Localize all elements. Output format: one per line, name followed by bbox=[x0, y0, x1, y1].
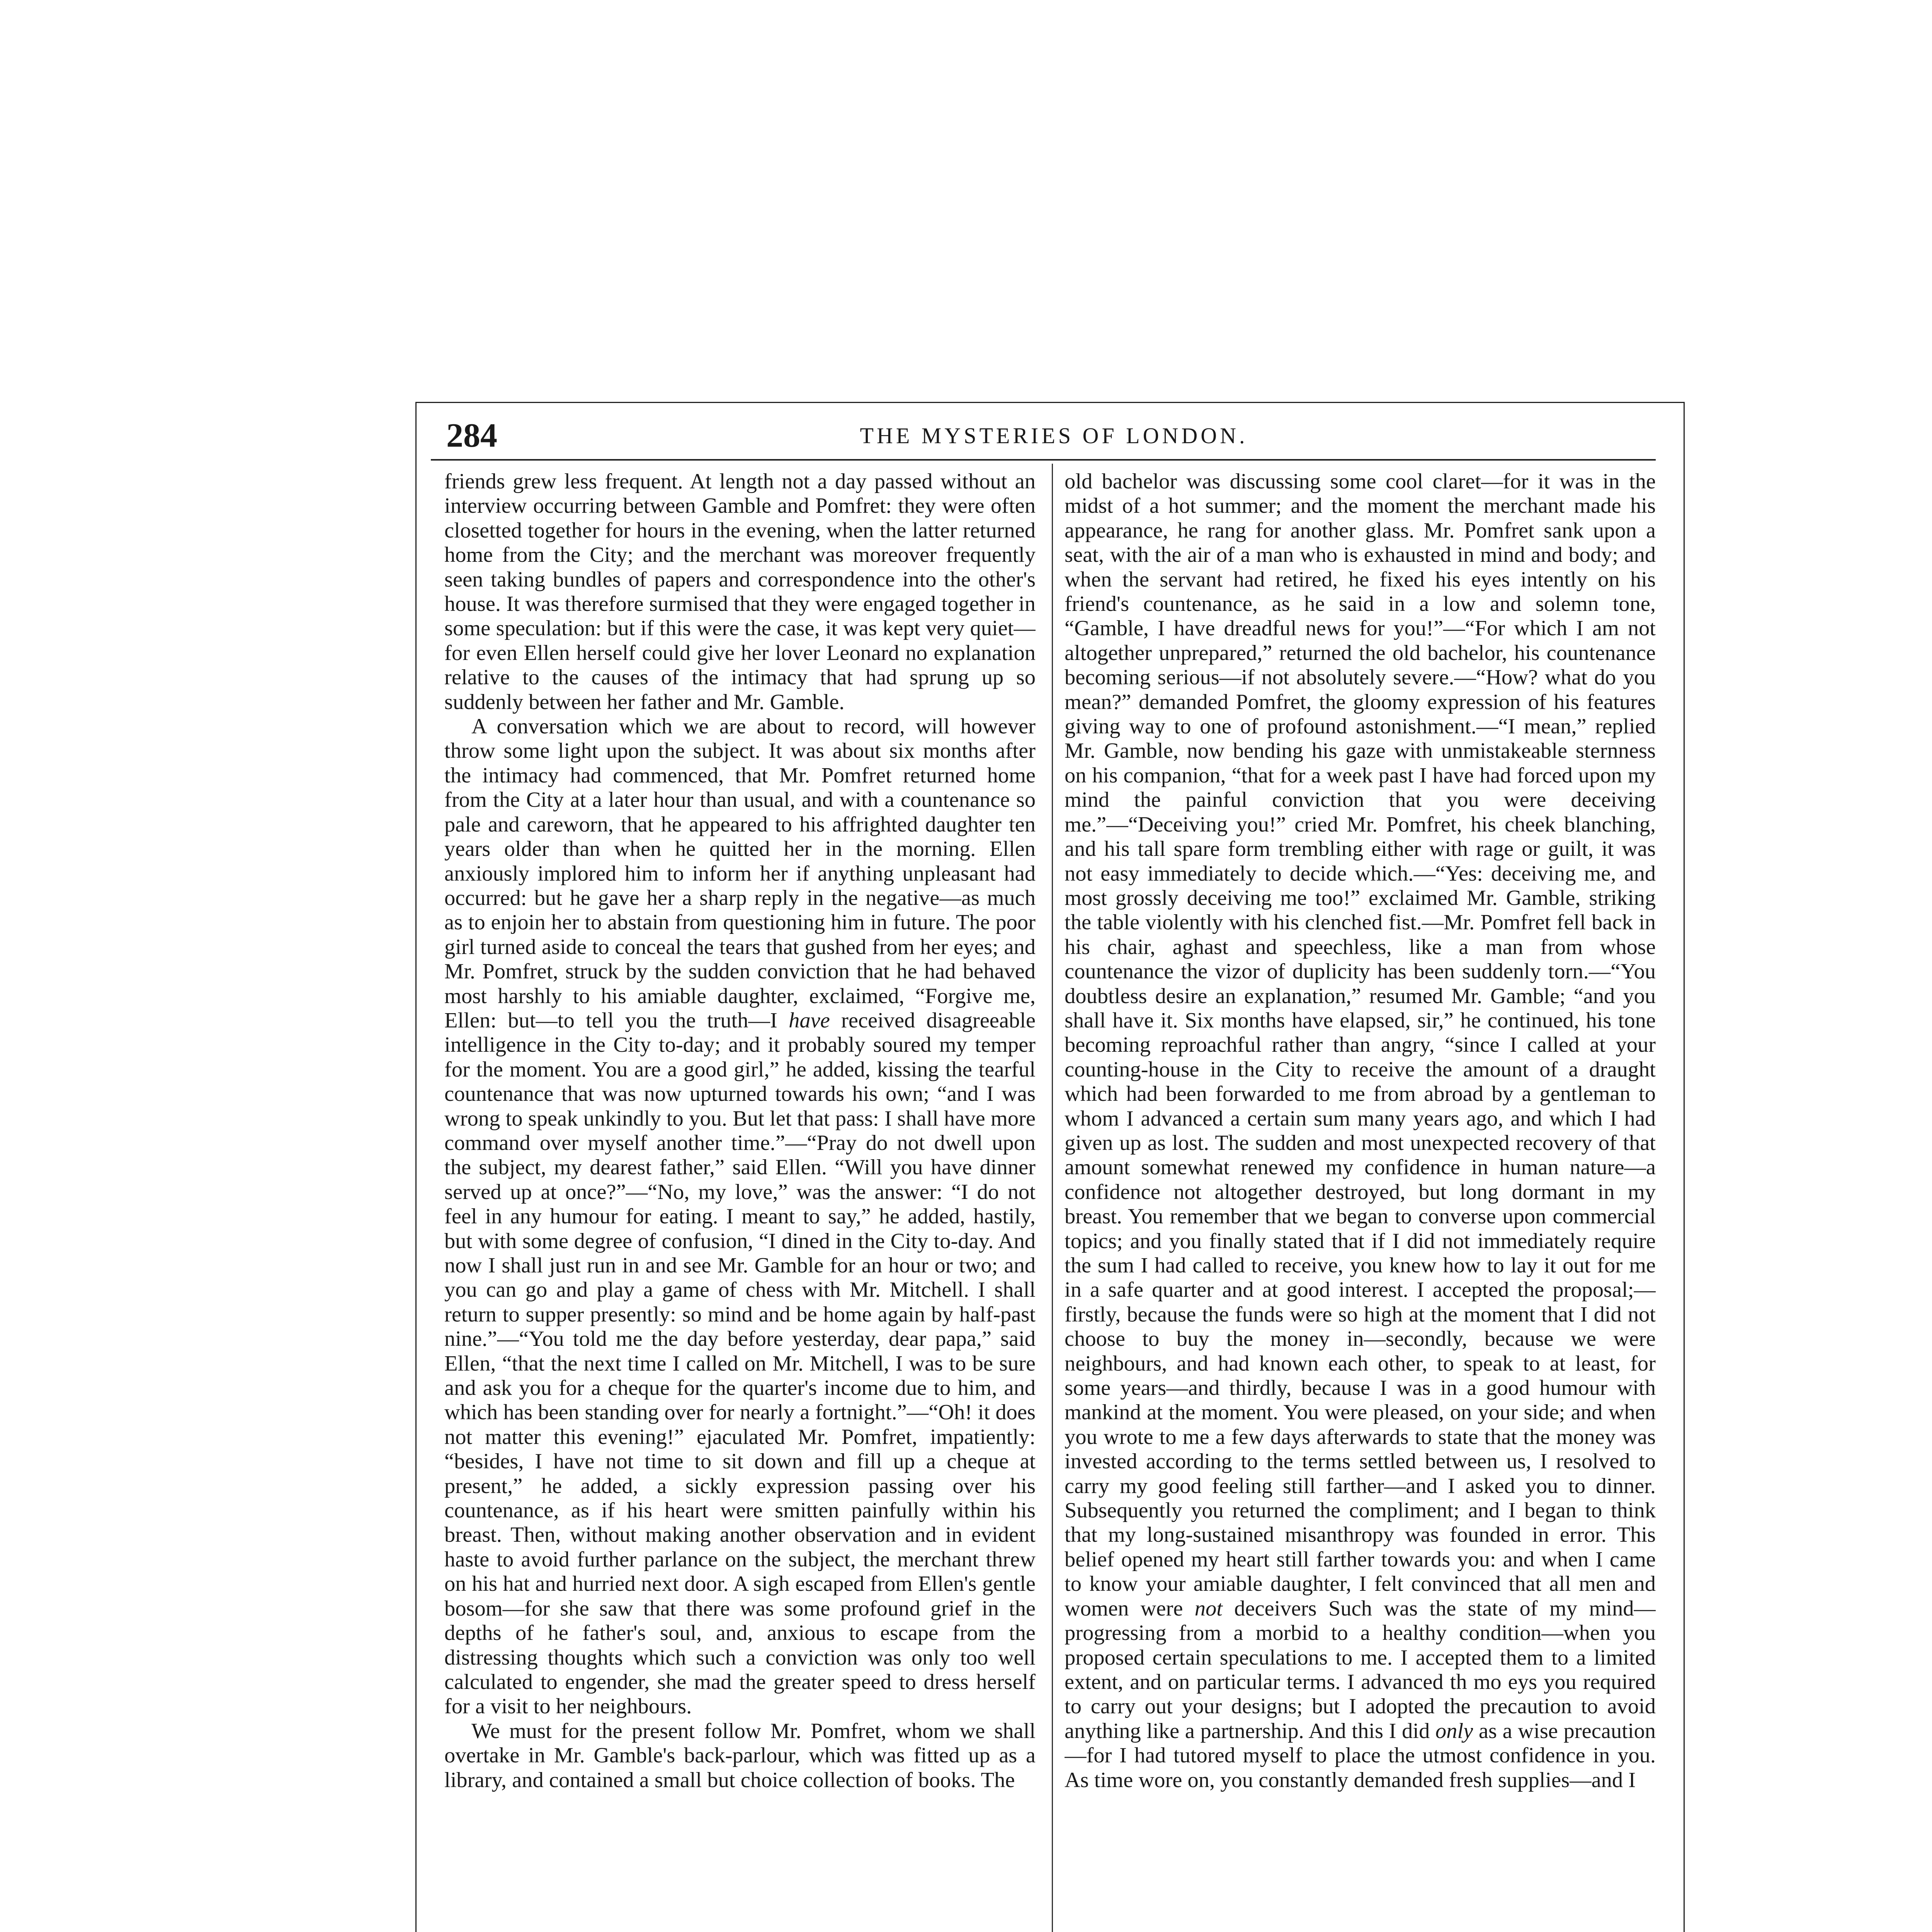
paragraph bbox=[1065, 469, 1656, 1793]
running-title: THE MYSTERIES OF LONDON. bbox=[860, 423, 1248, 448]
paragraph-text: received disagreeable intelligence in the City to-day; and it probably soured my temper for the moment. You are a good girl,” he added, kissing the tearful countenance that was now upturned towards his own; “and I was wrong to speak unkindly to you. But let that pass: I shall have more command over myself another time.”—“Pray do not dwell upon the subject, my dearest father,” said Ellen. “Will you have dinner served up at once?”—“No, my love,” was the answer: “I do not feel in any humour for eating. I meant to say,” he added, hastily, but with some degree of confusion, “I dined in the City to-day. And now I shall just run in and see Mr. Gamble for an hour or two; and you can go and play a game of chess with Mr. Mitchell. I shall return to supper presently: so mind and be home again by half-past nine.”—“You told me the day before yesterday, dear papa,” said Ellen, “that the next time I called on Mr. Mitchell, I was to be sure and ask you for a cheque for the quarter's income due to him, and which has been standing over for nearly a fortnight.”—“Oh! it does not matter this evening!” ejaculated Mr. Pomfret, impatiently: “besides, I have not time to sit down and fill up a cheque at present,” he added, a sickly expression passing over his countenance, as if his heart were smitten painfully within his breast. Then, without making another observation and in evident haste to avoid further parlance on the subject, the merchant threw on his hat and hurried next door. A sigh escaped from Ellen's gentle bosom—for she saw that there was some profound grief in the depths of he father's soul, and, anxious to escape from the distressing thoughts which such a conviction was only too well calculated to engender, she mad the greater speed to dress herself for a visit to her neighbours. bbox=[444, 1008, 1036, 1719]
column-divider bbox=[1052, 464, 1053, 1932]
paragraph-text: old bachelor was discussing some cool claret—for it was in the midst of a hot summer; and the moment the merchant made his appearance, he rang for another glass. Mr. Pomfret sank upon a seat, with the air of a man who is exhausted in mind and body; and when the servant had retired, he fixed his eyes intently on his friend's countenance, as he said in a low and solemn tone, “Gamble, I have dreadful news for you!”—“For which I am not altogether unprepared,” returned the old bachelor, his countenance becoming serious—if not absolutely severe.—“How? what do you mean?” demanded Pomfret, the gloomy expression of his features giving way to one of profound astonishment.—“I mean,” replied Mr. Gamble, now bending his gaze with unmistakeable sternness on his companion, “that for a week past I have had forced upon my mind the painful conviction that you were deceiving me.”—“Deceiving you!” cried Mr. Pomfret, his cheek blanching, and his tall spare form trembling either with rage or guilt, it was not easy immediately to decide which.—“Yes: deceiving me, and most grossly deceiving me too!” exclaimed Mr. Gamble, striking the table violently with his clenched fist.—Mr. Pomfret fell back in his chair, aghast and speechless, like a man from whose countenance the vizor of duplicity has been suddenly torn.—“You doubtless desire an explanation,” resumed Mr. Gamble; “and you shall have it. Six months have elapsed, sir,” he continued, his tone becoming reproachful rather than angry, “since I called at your counting-house in the City to receive the amount of a draught which had been forwarded to me from abroad by a gentleman to whom I advanced a certain sum many years ago, and which I had given up as lost. The sudden and most unexpected recovery of that amount somewhat renewed my confidence in human nature—a confidence not altogether destroyed, but long dormant in my breast. You remember that we began to converse upon commercial topics; and you finally stated that if I did not immediately require the sum I had called to receive, you knew how to lay it out for me in a safe quarter and at good interest. I accepted the proposal;—firstly, because the funds were so high at the moment that I did not choose to buy the money in—secondly, because we were neighbours, and had known each other, to speak to at least, for some years—and thirdly, because I was in a good humour with mankind at the moment. You were pleased, on your side; and when you wrote to me a few days afterwards to state that the money was invested according to the terms settled between us, I resolved to carry my good feeling still farther—and I asked you to dinner. Subsequently you returned the compliment; and I began to think that my long-sustained misanthropy was founded in error. This belief opened my heart still farther towards you: and when I came to know your amiable daughter, I felt convinced that all men and women were bbox=[1065, 469, 1656, 1621]
right-column bbox=[1065, 469, 1656, 1932]
paragraph: We must for the present follow Mr. Pomfret, whom we shall overtake in Mr. Gamble's back-parlour, which was fitted up as a library, and contained a small but choice collection of books. The bbox=[444, 1719, 1036, 1792]
italic-text: have bbox=[789, 1008, 830, 1032]
running-head bbox=[431, 417, 1677, 455]
italic-text: not bbox=[1194, 1596, 1223, 1621]
italic-text: only bbox=[1435, 1719, 1473, 1743]
header-rule bbox=[431, 459, 1656, 461]
page-number: 284 bbox=[446, 417, 497, 454]
left-column bbox=[444, 469, 1036, 1932]
paragraph-text: as a wise precaution—for I had tutored myself to place the utmost confidence in you. As time wore on, you constantly demanded fresh supplies—and I bbox=[1065, 1719, 1656, 1792]
paragraph-text: deceivers Such was the state of my mind—progressing from a morbid to a healthy condition—when you proposed certain speculations to me. I accepted them to a limited extent, and on particular terms. I advanced th mo eys you required to carry out your designs; but I adopted the precaution to avoid anything like a partnership. And this I did bbox=[1065, 1596, 1656, 1743]
paragraph-text: A conversation which we are about to record, will however throw some light upon the subject. It was about six months after the intimacy had commenced, that Mr. Pomfret returned home from the City at a later hour than usual, and with a countenance so pale and careworn, that he appeared to his affrighted daughter ten years older than when he quitted her in the morning. Ellen anxiously implored him to inform her if anything unpleasant had occurred: but he gave her a sharp reply in the negative—as much as to enjoin her to abstain from questioning him in future. The poor girl turned aside to conceal the tears that gushed from her eyes; and Mr. Pomfret, struck by the sudden conviction that he had behaved most harshly to his amiable daughter, exclaimed, “Forgive me, Ellen: but—to tell you the truth—I bbox=[444, 714, 1036, 1032]
paragraph bbox=[444, 714, 1036, 1719]
paragraph: friends grew less frequent. At length not a day passed without an interview occurring between Gamble and Pomfret: they were often closetted together for hours in the evening, when the latter returned home from the City; and the merchant was moreover frequently seen taking bundles of papers and correspondence into the other's house. It was therefore surmised that they were engaged together in some speculation: but if this were the case, it was kept very quiet—for even Ellen herself could give her lover Leonard no explanation relative to the causes of the intimacy that had sprung up so suddenly between her father and Mr. Gamble. bbox=[444, 469, 1036, 714]
